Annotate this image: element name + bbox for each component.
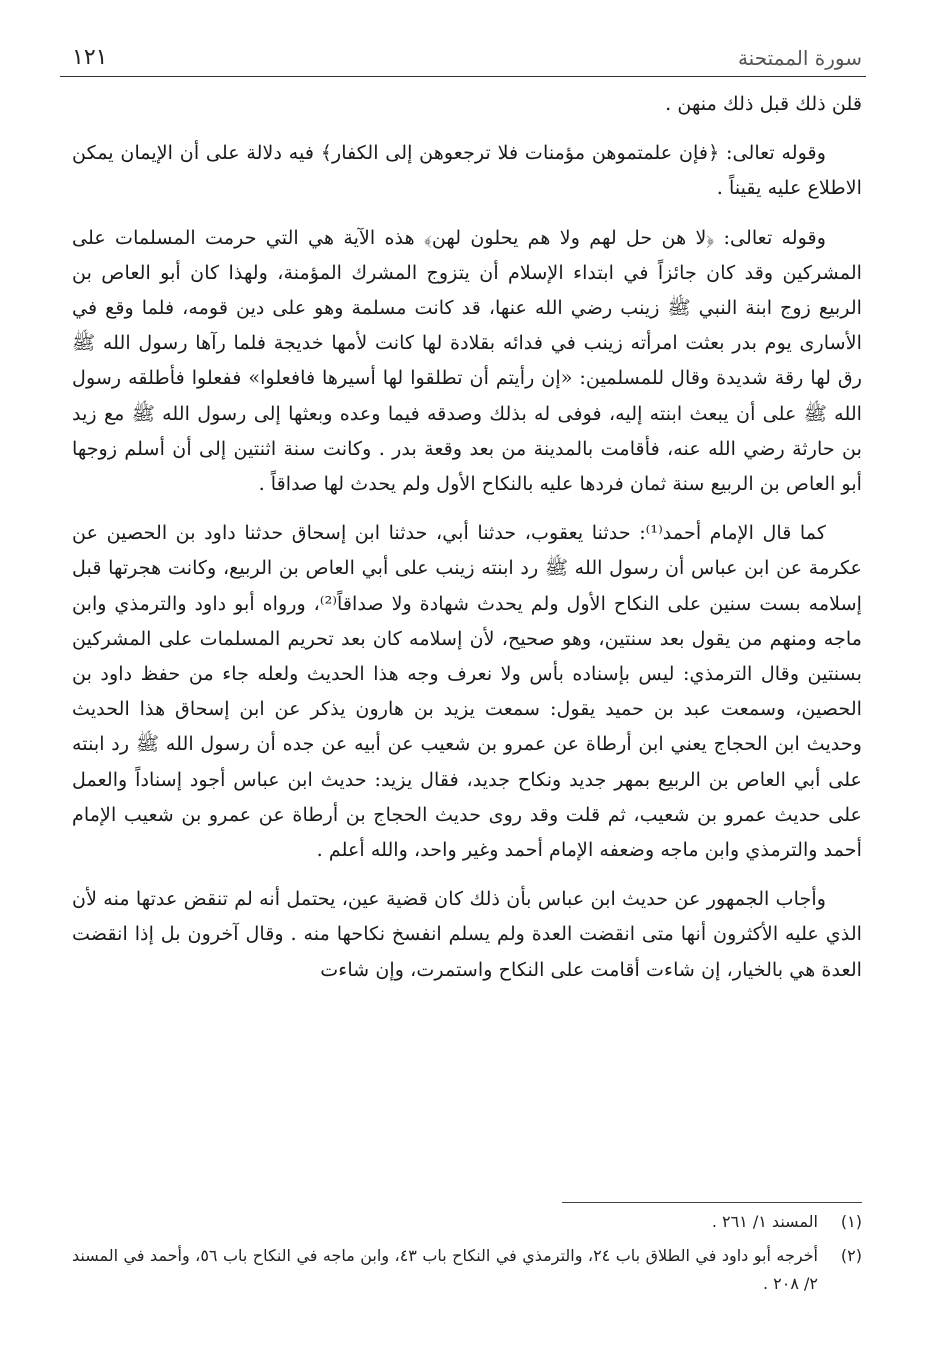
surah-name: سورة الممتحنة: [737, 46, 862, 70]
footnote-mark: (١): [840, 1212, 862, 1231]
footnote: [72, 1208, 862, 1236]
footnote-divider: [562, 1202, 862, 1203]
paragraph: قلن ذلك قبل ذلك منهن .: [665, 92, 862, 115]
footnotes: [72, 1208, 862, 1304]
paragraph: وقوله تعالى: ﴿فإن علمتموهن مؤمنات فلا ترجعوهن إلى الكفار﴾ فيه دلالة على أن الإيمان يمكن الاطلاع عليه يقيناً .: [72, 141, 862, 200]
footnote-text: المسند ١/ ٢٦١ .: [711, 1212, 818, 1231]
paragraph: كما قال الإمام أحمد⁽¹⁾: حدثنا يعقوب، حدثنا أبي، حدثنا ابن إسحاق حدثنا داود بن الحصين عن عكرمة عن ابن عباس أن رسول الله ﷺ رد ابنته زينب على أبي العاص بن الربيع، وكانت هجرتها قبل إسلامه بست سنين على النكاح الأول ولم يحدث شهادة ولا صداقاً⁽²⁾، ورواه أبو داود والترمذي وابن ماجه ومنهم من يقول بعد سنتين، وهو صحيح، لأن إسلامه كان بعد تحريم المسلمات على المشركين بسنتين وقال الترمذي: ليس بإسناده بأس ولا نعرف وجه هذا الحديث ولعله جاء من حفظ داود بن الحصين، وسمعت عبد بن حميد يقول: سمعت يزيد بن هارون يذكر عن ابن إسحاق هذا الحديث وحديث ابن الحجاج يعني ابن أرطاة عن عمرو بن شعيب عن أبيه عن جده أن رسول الله ﷺ رد ابنته على أبي العاص بن الربيع بمهر جديد ونكاح جديد، فقال يزيد: حديث ابن عباس أجود إسناداً والعمل على حديث عمرو بن شعيب، ثم قلت وقد روى حديث الحجاج بن أرطاة عن عمرو بن شعيب الإمام أحمد والترمذي وابن ماجه وضعفه الإمام أحمد وغير واحد، والله أعلم .: [72, 521, 862, 862]
page-number: ١٢١: [72, 45, 108, 70]
running-header: [72, 40, 862, 70]
body-text: [72, 86, 862, 1001]
footnote-mark: (٢): [840, 1246, 862, 1265]
footnote: [72, 1242, 862, 1298]
paragraph: وأجاب الجمهور عن حديث ابن عباس بأن ذلك كان قضية عين، يحتمل أنه لم تنقض عدتها منه لأن الذي عليه الأكثرون أنها متى انقضت العدة ولم يسلم انفسخ نكاحها منه . وقال آخرون بل إذا انقضت العدة هي بالخيار، إن شاءت أقامت على النكاح واستمرت، وإن شاءت: [72, 887, 862, 981]
footnote-text: أخرجه أبو داود في الطلاق باب ٢٤، والترمذي في النكاح باب ٤٣، وابن ماجه في النكاح باب ٥٦، وأحمد في المسند ٢/ ٢٠٨ .: [72, 1246, 819, 1293]
paragraph: وقوله تعالى: ﴿لا هن حل لهم ولا هم يحلون لهن﴾ هذه الآية هي التي حرمت المسلمات على المشركين وقد كان جائزاً في ابتداء الإسلام أن يتزوج المشرك المؤمنة، ولهذا كان أبو العاص بن الربيع زوج ابنة النبي ﷺ زينب رضي الله عنها، قد كانت مسلمة وهو على دين قومه، فلما وقع في الأسارى يوم بدر بعثت امرأته زينب في فدائه بقلادة لها كانت لأمها خديجة فلما رآها رسول الله ﷺ رق لها رقة شديدة وقال للمسلمين: «إن رأيتم أن تطلقوا لها أسيرها فافعلوا» ففعلوا فأطلقه رسول الله ﷺ على أن يبعث ابنته إليه، فوفى له بذلك وصدقه فيما وعده وبعثها إلى رسول الله ﷺ مع زيد بن حارثة رضي الله عنه، فأقامت بالمدينة من بعد وقعة بدر . وكانت سنة اثنتين إلى أن أسلم زوجها أبو العاص بن الربيع سنة ثمان فردها عليه بالنكاح الأول ولم يحدث لها صداقاً .: [72, 225, 862, 496]
header-divider: [60, 76, 866, 77]
